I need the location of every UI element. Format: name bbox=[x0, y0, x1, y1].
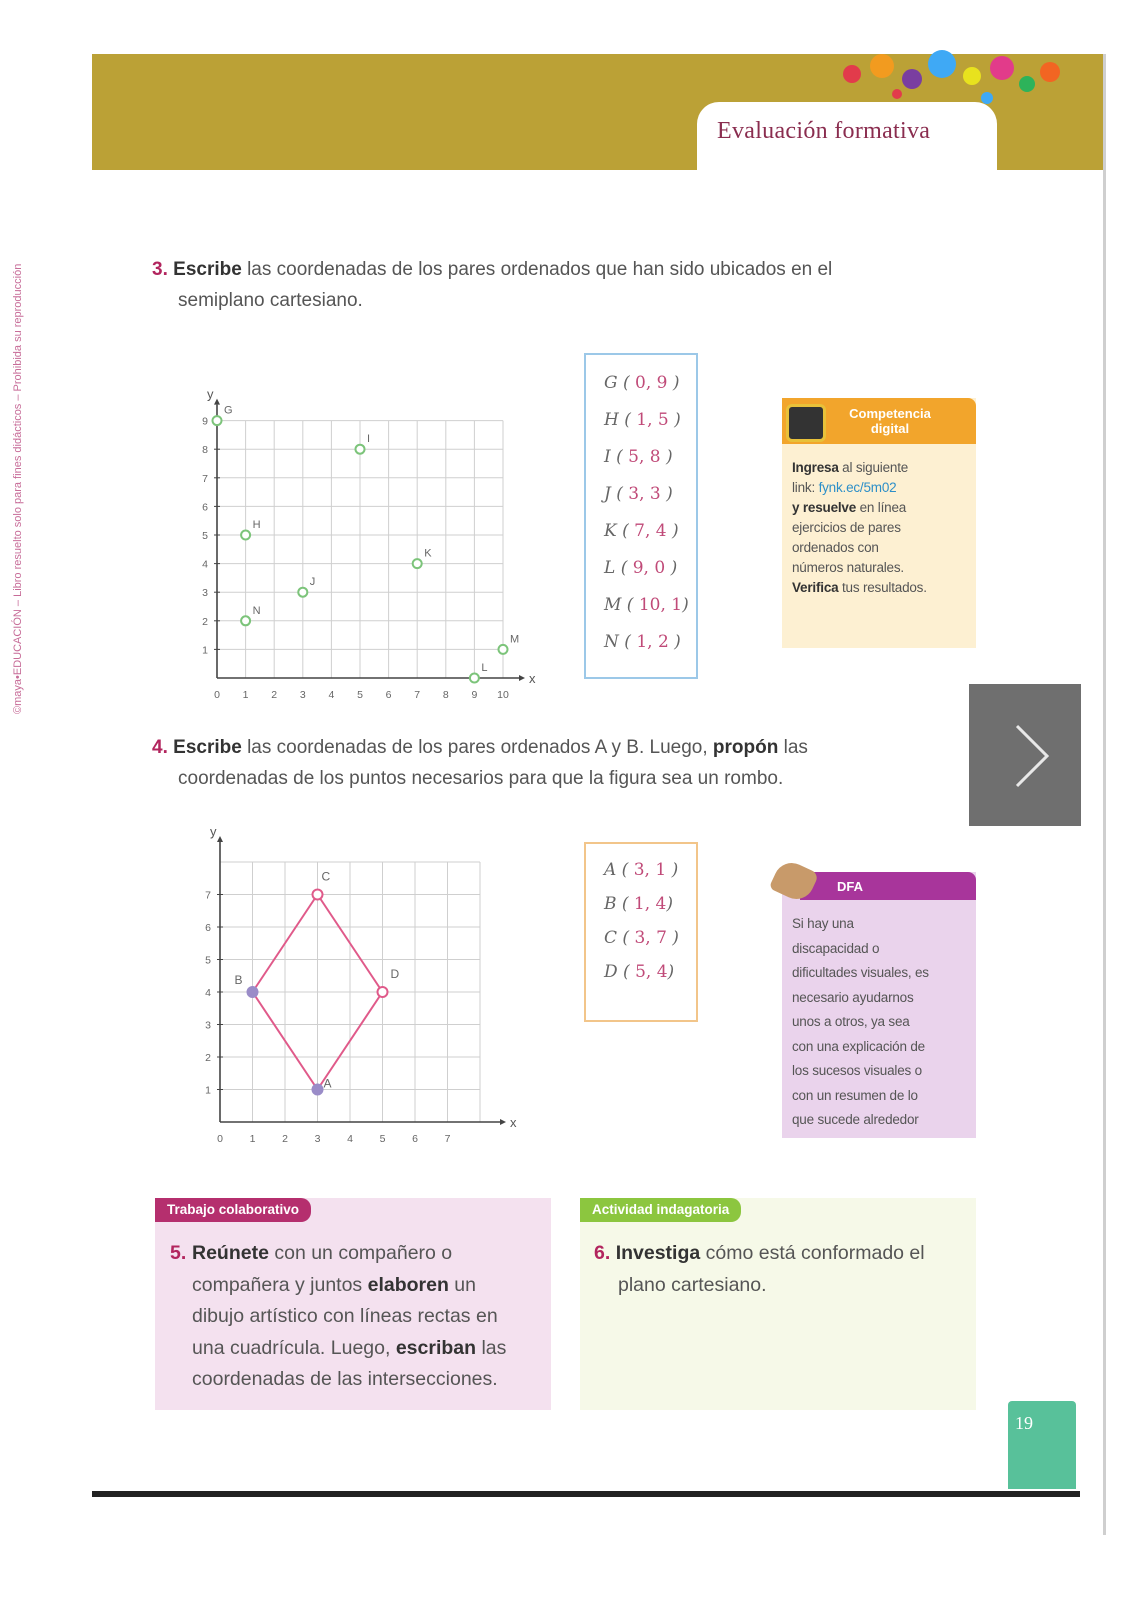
digital-line bbox=[792, 478, 972, 498]
exercise-text-line2: coordenadas de los puntos necesarios para que la figura sea un rombo. bbox=[178, 768, 784, 789]
x-tick-label: 1 bbox=[242, 689, 249, 701]
exercise-text-line2: semiplano cartesiano. bbox=[178, 290, 363, 311]
y-tick-label: 8 bbox=[202, 444, 208, 457]
dfa-line: Si hay una bbox=[792, 916, 854, 931]
x-tick-label: 5 bbox=[357, 689, 363, 701]
exercise-verb: Escribe bbox=[173, 737, 242, 758]
close-paren: ) bbox=[668, 410, 681, 430]
y-tick-label: 3 bbox=[202, 587, 208, 600]
collab-line bbox=[192, 1238, 540, 1270]
dfa-line: con una explicación de bbox=[792, 1038, 925, 1054]
close-paren: ) bbox=[667, 373, 680, 393]
close-paren: ) bbox=[667, 962, 675, 982]
exercise-verb-2: propón bbox=[712, 737, 779, 758]
data-point bbox=[213, 416, 222, 425]
point-label: K bbox=[424, 547, 432, 560]
y-axis-arrow bbox=[217, 836, 223, 842]
exercise-text: las coordenadas de los pares ordenados que han sido ubicados en el bbox=[241, 259, 833, 280]
data-point bbox=[241, 616, 250, 625]
close-paren: ) bbox=[682, 595, 689, 615]
exercise-number: 4. bbox=[152, 737, 168, 758]
point-label: L ( bbox=[604, 558, 628, 578]
y-tick-label: 6 bbox=[202, 501, 208, 514]
x-tick-label: 5 bbox=[379, 1133, 386, 1145]
close-paren: ) bbox=[660, 484, 673, 504]
point-label: J ( bbox=[604, 484, 623, 504]
y-axis-arrow bbox=[214, 399, 220, 405]
point-label: H ( bbox=[604, 410, 631, 430]
x-axis-arrow bbox=[519, 675, 525, 681]
answer-row bbox=[604, 928, 679, 948]
bold-word: elaboren bbox=[367, 1273, 449, 1296]
point-label: G bbox=[224, 404, 233, 417]
line-text: tus resultados. bbox=[838, 580, 927, 595]
close-paren: ) bbox=[666, 928, 679, 948]
point-label: D bbox=[390, 967, 400, 981]
dfa-line: con un resumen de lo bbox=[792, 1087, 918, 1103]
line-text: ordenados con bbox=[792, 540, 879, 555]
x-axis-label: x bbox=[529, 671, 536, 686]
data-point bbox=[378, 987, 388, 997]
answer-row bbox=[604, 521, 679, 541]
digital-line bbox=[792, 458, 972, 478]
point-label: D ( bbox=[604, 962, 630, 982]
digital-competence-heading: Competencia digital bbox=[849, 406, 931, 436]
point-label: B bbox=[234, 973, 243, 987]
data-point bbox=[248, 987, 258, 997]
line-text: números naturales. bbox=[792, 560, 904, 575]
answer-row bbox=[604, 558, 677, 578]
line-text: compañera y juntos bbox=[192, 1273, 368, 1296]
collab-line bbox=[192, 1270, 540, 1302]
y-axis-label: y bbox=[207, 386, 214, 402]
data-point bbox=[499, 645, 508, 654]
close-paren: ) bbox=[665, 558, 678, 578]
rhombus-chart-exercise-4 bbox=[190, 818, 517, 1148]
coordinate-value: 5, 8 bbox=[622, 447, 661, 467]
y-tick-label: 2 bbox=[202, 615, 208, 628]
exercise-3-prompt bbox=[152, 254, 982, 316]
exercise-6-prompt bbox=[594, 1238, 974, 1301]
point-label: N bbox=[252, 604, 261, 617]
x-tick-label: 4 bbox=[328, 689, 335, 701]
point-label: G ( bbox=[604, 373, 630, 393]
y-tick-label: 5 bbox=[202, 530, 208, 542]
exercise-text-line2: plano cartesiano. bbox=[618, 1273, 767, 1296]
bold-word: escriban bbox=[395, 1336, 477, 1359]
y-tick-label: 9 bbox=[202, 415, 208, 428]
answer-row bbox=[604, 373, 680, 393]
data-point bbox=[356, 445, 365, 454]
bold-word: Reúnete bbox=[192, 1242, 269, 1264]
answer-row bbox=[604, 484, 673, 504]
collab-line bbox=[192, 1333, 540, 1365]
point-label: C bbox=[321, 869, 331, 884]
copyright-vertical-text: ©maya•EDUCACIÓN – Libro resuelto solo para fines didácticos – Prohibida su reproducción bbox=[12, 263, 24, 714]
digital-line bbox=[792, 498, 972, 518]
y-tick-label: 3 bbox=[205, 1019, 211, 1032]
dfa-line: unos a otros, ya sea bbox=[792, 1014, 910, 1029]
data-point bbox=[241, 531, 250, 540]
point-label: A bbox=[323, 1076, 332, 1091]
dfa-line: los sucesos visuales o bbox=[792, 1063, 922, 1078]
bottom-rule bbox=[92, 1491, 1080, 1497]
x-tick-label: 7 bbox=[414, 689, 421, 701]
exercise-text: las coordenadas de los pares ordenados A y B. Luego, bbox=[241, 737, 713, 758]
y-axis-label: y bbox=[210, 824, 217, 839]
data-point bbox=[313, 890, 323, 900]
inquiry-tag: Actividad indagatoria bbox=[580, 1198, 741, 1222]
x-tick-label: 0 bbox=[214, 689, 220, 701]
point-label: M ( bbox=[604, 595, 634, 615]
line-text: una cuadrícula. Luego, bbox=[192, 1336, 396, 1359]
answer-row bbox=[604, 595, 689, 615]
x-axis-label: x bbox=[510, 1115, 517, 1130]
close-paren: ) bbox=[668, 632, 681, 652]
y-tick-label: 7 bbox=[205, 889, 211, 902]
y-tick-label: 7 bbox=[202, 472, 208, 485]
answer-row bbox=[604, 632, 681, 652]
close-paren: ) bbox=[660, 447, 673, 467]
x-tick-label: 2 bbox=[282, 1133, 288, 1145]
y-tick-label: 1 bbox=[205, 1084, 211, 1097]
point-label: A ( bbox=[604, 860, 629, 880]
computer-icon bbox=[786, 404, 826, 442]
exercise-4-prompt bbox=[152, 732, 932, 794]
coordinate-value: 5, 4 bbox=[629, 962, 668, 982]
bold-word: Verifica bbox=[792, 580, 839, 595]
digital-link[interactable]: fynk.ec/5m02 bbox=[818, 480, 897, 495]
coordinate-value: 3, 1 bbox=[628, 860, 667, 880]
dfa-line: necesario ayudarnos bbox=[792, 989, 914, 1005]
x-tick-label: 10 bbox=[497, 689, 509, 701]
dfa-text bbox=[792, 912, 974, 1133]
dfa-heading: DFA bbox=[837, 879, 863, 894]
exercise-number: 6. bbox=[594, 1242, 611, 1264]
collab-line bbox=[192, 1364, 540, 1396]
digital-line bbox=[792, 558, 972, 578]
chevron-right-icon bbox=[969, 684, 1081, 826]
next-page-button[interactable] bbox=[969, 684, 1081, 826]
exercise-5-prompt bbox=[170, 1238, 540, 1396]
coordinate-value: 7, 4 bbox=[628, 521, 667, 541]
y-tick-label: 5 bbox=[205, 954, 211, 967]
line-text: dibujo artístico con líneas rectas en bbox=[192, 1305, 498, 1327]
x-tick-label: 8 bbox=[442, 689, 449, 701]
coordinate-value: 10, 1 bbox=[633, 595, 683, 615]
line-text: en línea bbox=[856, 500, 907, 515]
y-tick-label: 2 bbox=[205, 1052, 211, 1064]
close-paren: ) bbox=[666, 894, 674, 914]
point-label: I ( bbox=[604, 447, 623, 467]
data-point bbox=[413, 559, 422, 568]
answer-row bbox=[604, 894, 673, 914]
point-label: K ( bbox=[604, 521, 629, 541]
inquiry-panel bbox=[580, 1198, 976, 1410]
data-point bbox=[313, 1085, 323, 1095]
y-tick-label: 1 bbox=[202, 644, 208, 657]
line-text: coordenadas de las intersecciones. bbox=[192, 1368, 498, 1390]
point-label: M bbox=[510, 633, 520, 646]
line-text: un bbox=[448, 1273, 476, 1296]
x-tick-label: 6 bbox=[385, 689, 392, 701]
point-label: I bbox=[367, 433, 371, 446]
coordinate-value: 1, 4 bbox=[628, 894, 667, 914]
close-paren: ) bbox=[666, 521, 679, 541]
digital-line bbox=[792, 518, 972, 538]
y-tick-label: 4 bbox=[202, 558, 208, 571]
x-axis-arrow bbox=[500, 1119, 506, 1125]
x-tick-label: 4 bbox=[347, 1133, 353, 1145]
bold-word: y resuelve bbox=[792, 500, 857, 515]
exercise-number: 3. bbox=[152, 259, 168, 280]
line-text: link: bbox=[792, 480, 819, 495]
coordinate-value: 1, 5 bbox=[630, 410, 669, 430]
digital-line bbox=[792, 538, 972, 558]
dfa-line: discapacidad o bbox=[792, 940, 880, 956]
dfa-line: dificultades visuales, es bbox=[792, 965, 929, 980]
x-tick-label: 3 bbox=[314, 1133, 321, 1145]
coordinate-value: 9, 0 bbox=[627, 558, 666, 578]
exercise-text: cómo está conformado el bbox=[700, 1242, 925, 1264]
dfa-line: que sucede alrededor bbox=[792, 1112, 919, 1127]
coordinate-value: 3, 7 bbox=[629, 928, 667, 948]
x-tick-label: 9 bbox=[471, 689, 478, 701]
exercise-number: 5. bbox=[170, 1242, 187, 1264]
answer-row bbox=[604, 447, 673, 467]
answer-row bbox=[604, 860, 678, 880]
bold-word: Ingresa bbox=[792, 460, 839, 475]
data-point bbox=[298, 588, 307, 597]
answer-row bbox=[604, 962, 674, 982]
point-label: J bbox=[309, 576, 316, 589]
point-label: B ( bbox=[604, 894, 629, 914]
y-tick-label: 6 bbox=[205, 922, 211, 934]
answer-box-exercise-3 bbox=[584, 353, 698, 679]
exercise-verb: Investiga bbox=[615, 1242, 701, 1264]
data-point bbox=[470, 674, 479, 683]
exercise-text-end: las bbox=[778, 737, 808, 758]
line-text: al siguiente bbox=[838, 460, 909, 475]
close-paren: ) bbox=[666, 860, 679, 880]
coordinate-value: 1, 2 bbox=[630, 632, 669, 652]
line-text: ejercicios de pares bbox=[792, 520, 901, 535]
digital-line bbox=[792, 578, 972, 598]
x-tick-label: 6 bbox=[412, 1133, 418, 1145]
page-number: 19 bbox=[1015, 1413, 1033, 1433]
point-label: C ( bbox=[604, 928, 630, 948]
digital-competence-text bbox=[792, 458, 972, 598]
answer-row bbox=[604, 410, 681, 430]
x-tick-label: 3 bbox=[299, 689, 306, 701]
answer-box-exercise-4 bbox=[584, 842, 698, 1022]
exercise-5-text bbox=[170, 1238, 540, 1396]
coordinate-value: 0, 9 bbox=[629, 373, 668, 393]
x-tick-label: 1 bbox=[249, 1133, 256, 1145]
point-label: L bbox=[481, 662, 488, 674]
collab-line bbox=[192, 1301, 540, 1333]
cartesian-chart-exercise-3 bbox=[190, 340, 550, 710]
exercise-verb: Escribe bbox=[173, 259, 242, 280]
coordinate-value: 3, 3 bbox=[622, 484, 661, 504]
x-tick-label: 7 bbox=[444, 1133, 451, 1145]
x-tick-label: 0 bbox=[217, 1133, 223, 1145]
y-tick-label: 4 bbox=[205, 987, 211, 999]
collaborative-tag: Trabajo colaborativo bbox=[155, 1198, 311, 1222]
x-tick-label: 2 bbox=[271, 689, 278, 701]
point-label: H bbox=[252, 519, 261, 531]
line-text: las bbox=[476, 1336, 507, 1359]
point-label: N ( bbox=[604, 632, 631, 652]
section-title: Evaluación formativa bbox=[717, 118, 931, 144]
line-text: con un compañero o bbox=[268, 1242, 453, 1264]
